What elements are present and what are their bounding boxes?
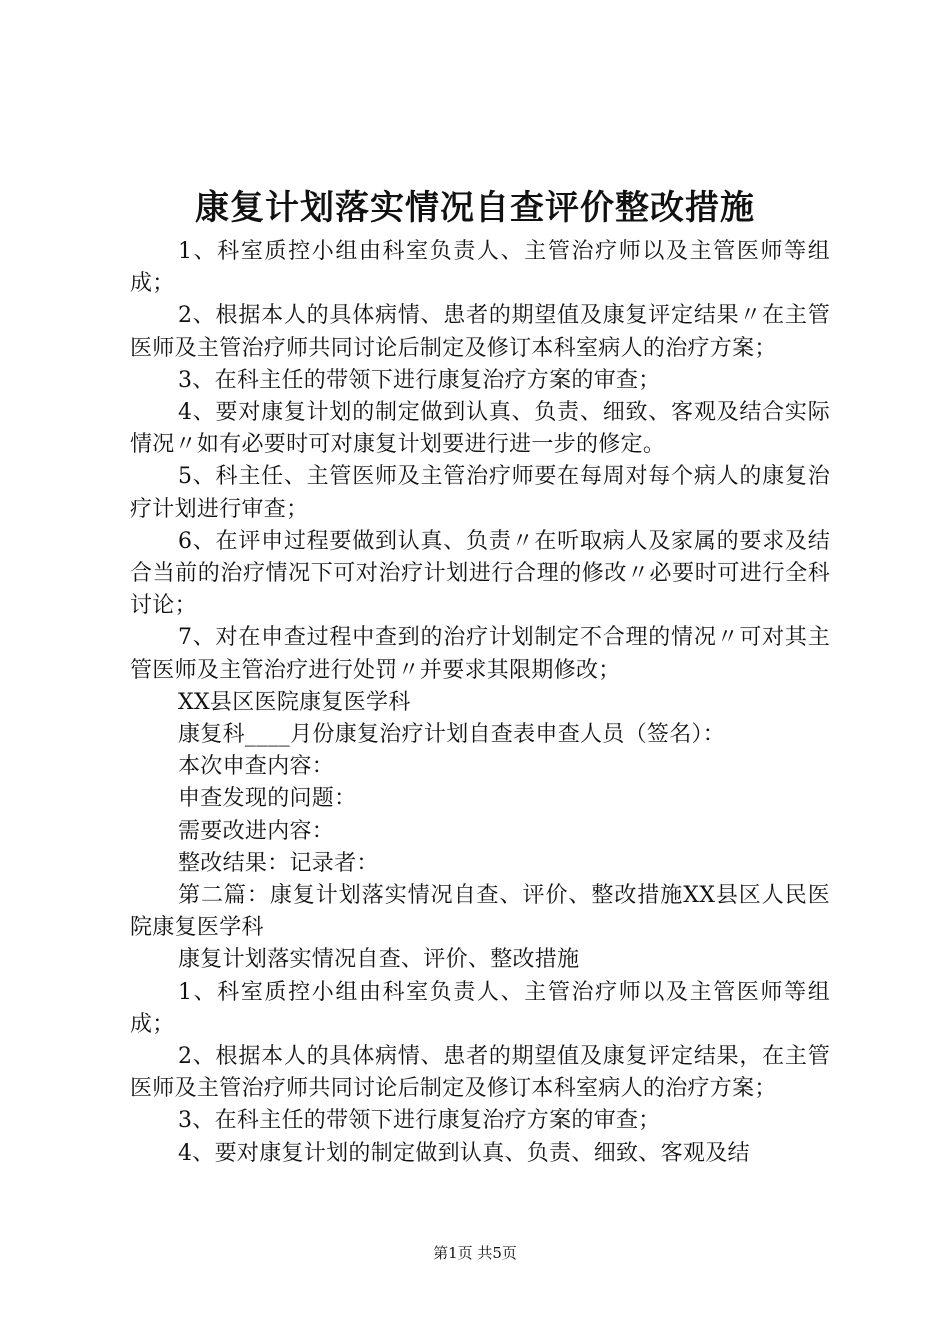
paragraph: 6、在评申过程要做到认真、负责〃在听取病人及家属的要求及结合当前的治疗情况下可对治疗计划进行合理的修改〃必要时可进行全科讨论；	[130, 528, 830, 619]
paragraph: 1、科室质控小组由科室负责人、主管治疗师以及主管医师等组成；	[130, 979, 830, 1037]
paragraph: 1、科室质控小组由科室负责人、主管治疗师以及主管医师等组成；	[130, 239, 830, 297]
paragraph: 需要改进内容：	[178, 818, 335, 844]
paragraph: 7、对在申查过程中查到的治疗计划制定不合理的情况〃可对其主管医师及主管治疗进行处罚〃并要求其限期修改；	[130, 625, 830, 683]
paragraph: 康复计划落实情况自查、评价、整改措施	[178, 947, 580, 973]
page-title: 康复计划落实情况自查评价整改措施	[195, 188, 755, 228]
paragraph: 4、要对康复计划的制定做到认真、负责、细致、客观及结合实际情况〃如有必要时可对康复计划要进行进一步的修定。	[130, 400, 830, 458]
paragraph: 5、科主任、主管医师及主管治疗师要在每周对每个病人的康复治疗计划进行审查；	[130, 464, 830, 522]
paragraph: 第二篇：康复计划落实情况自查、评价、整改措施XX县区人民医院康复医学科	[130, 883, 830, 941]
paragraph: 康复科____月份康复治疗计划自查表申查人员（签名）：	[178, 722, 726, 748]
paragraph: 4、要对康复计划的制定做到认真、负责、细致、客观及结	[178, 1140, 750, 1166]
paragraph: 3、在科主任的带领下进行康复治疗方案的审查；	[178, 1108, 661, 1134]
paragraph: 申查发现的问题：	[178, 786, 357, 812]
paragraph: 整改结果：记录者：	[178, 850, 379, 876]
paragraph: 2、根据本人的具体病情、患者的期望值及康复评定结果〃在主管医师及主管治疗师共同讨论后制定及修订本科室病人的治疗方案；	[130, 303, 830, 361]
paragraph: XX县区医院康复医学科	[178, 689, 411, 715]
page-footer: 第1页 共5页	[433, 1244, 517, 1262]
paragraph: 本次申查内容：	[178, 754, 335, 780]
document-body	[130, 236, 830, 1170]
paragraph: 2、根据本人的具体病情、患者的期望值及康复评定结果，在主管医师及主管治疗师共同讨论后制定及修订本科室病人的治疗方案；	[130, 1044, 830, 1102]
paragraph: 3、在科主任的带领下进行康复治疗方案的审查；	[178, 367, 661, 393]
